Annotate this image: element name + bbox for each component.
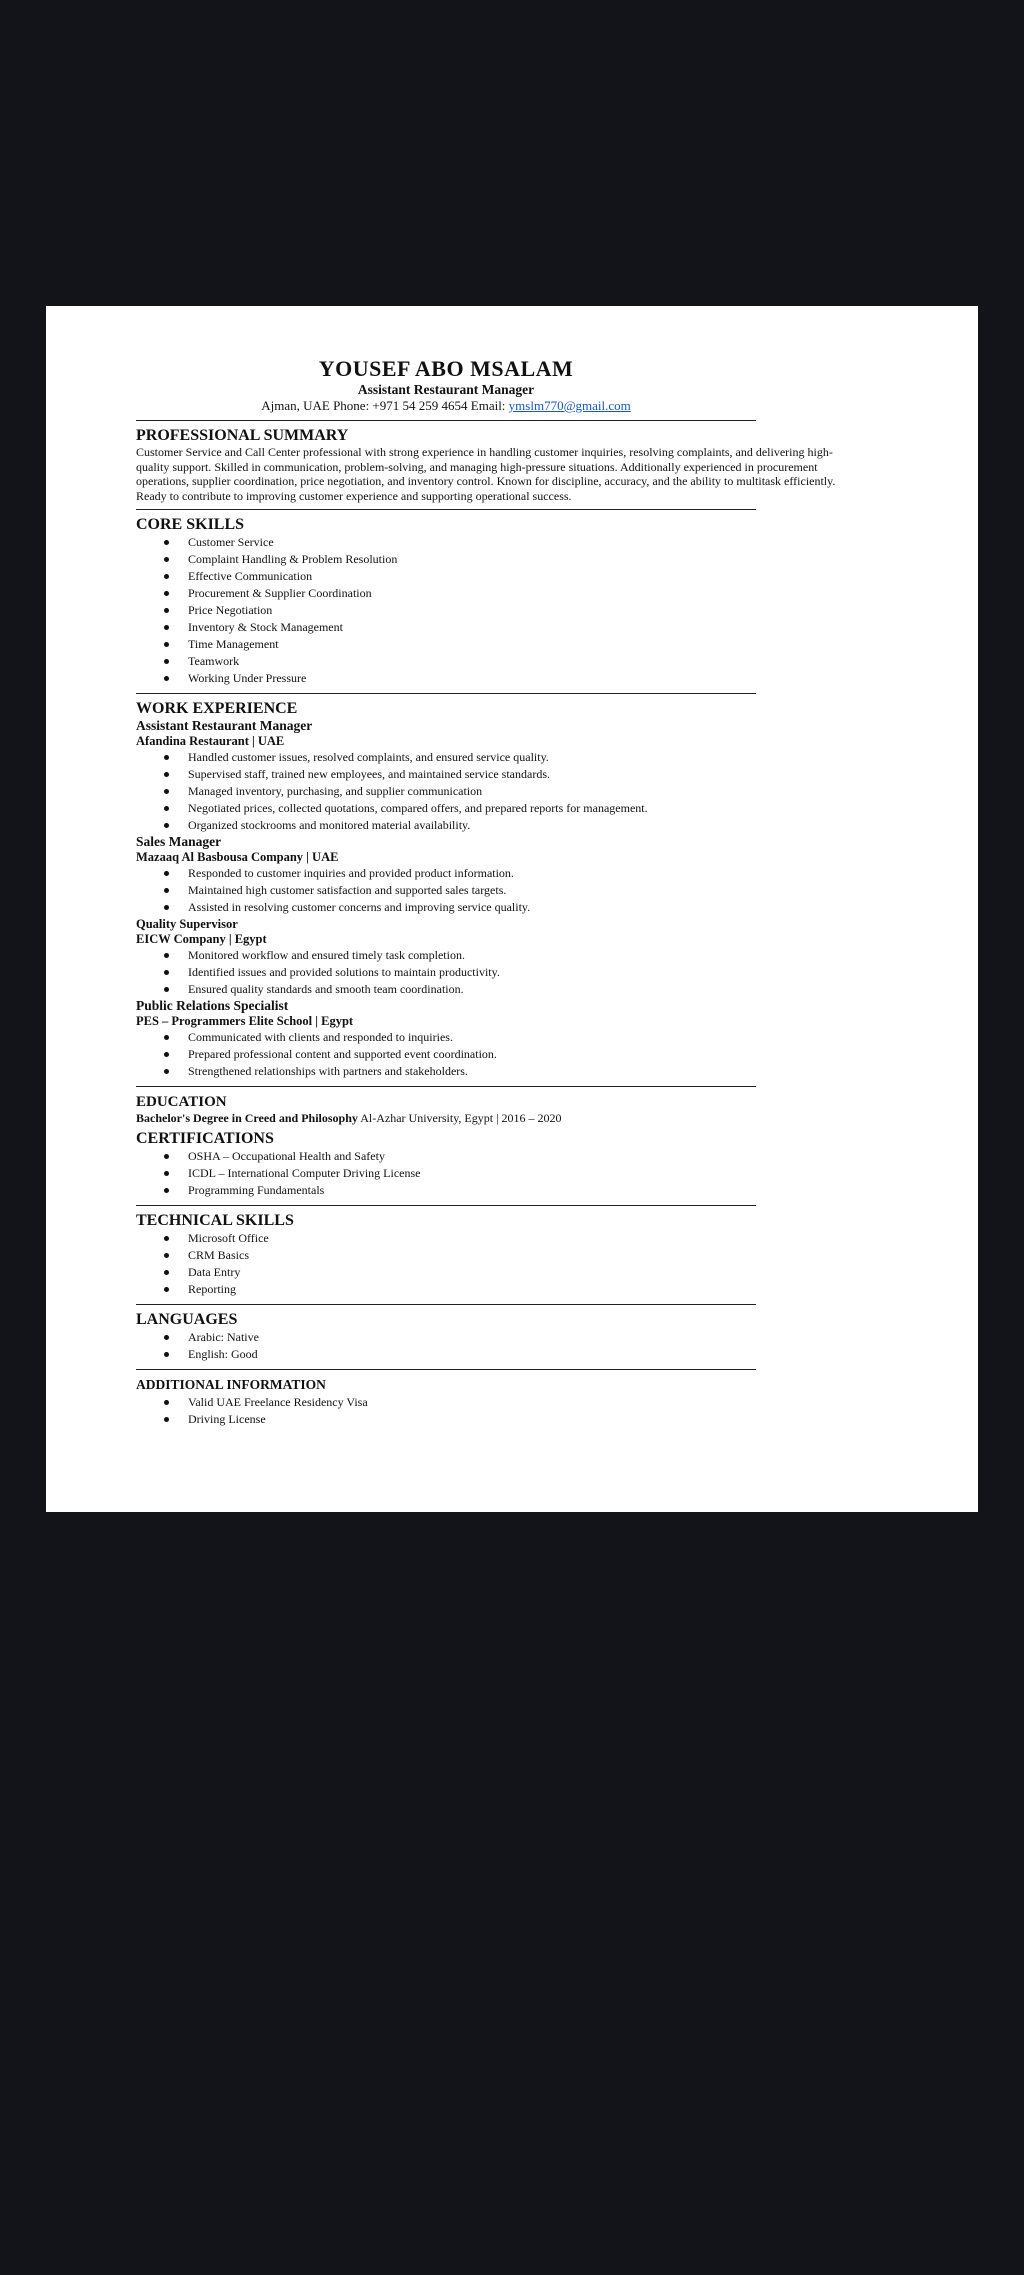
education-heading: EDUCATION [136, 1094, 227, 1110]
job-company: Mazaaq Al Basbousa Company | UAE [136, 850, 339, 864]
core-skills-list [136, 534, 896, 687]
list-item: Teamwork [136, 653, 896, 670]
list-item: Monitored workflow and ensured timely task completion. [136, 947, 896, 964]
list-item: Data Entry [136, 1264, 896, 1281]
list-item: Negotiated prices, collected quotations, compared offers, and prepared reports for management. [136, 800, 896, 817]
list-item: Inventory & Stock Management [136, 619, 896, 636]
job-company: PES – Programmers Elite School | Egypt [136, 1014, 354, 1028]
list-item: Working Under Pressure [136, 670, 896, 687]
education-entry [136, 1111, 896, 1126]
resume-header [136, 356, 756, 414]
job-bullets [136, 749, 896, 834]
job-bullets [136, 1029, 896, 1080]
work-experience-heading: WORK EXPERIENCE [136, 700, 298, 717]
list-item: Assisted in resolving customer concerns and improving service quality. [136, 899, 896, 916]
technical-skills-list [136, 1230, 896, 1298]
certifications-heading: CERTIFICATIONS [136, 1130, 274, 1147]
list-item: ICDL – International Computer Driving License [136, 1165, 896, 1182]
summary-text: Customer Service and Call Center professional with strong experience in handling customer inquiries, resolving complaints, and delivering high-quality support. Skilled in communication, problem-solving, and managing high-pressure situations. Additionally experienced in procurement operations, supplier coordination, price negotiation, and inventory control. Known for discipline, accuracy, and the ability to multitask efficiently. Ready to contribute to improving customer experience and supporting operational success. [136, 445, 836, 503]
summary-heading: PROFESSIONAL SUMMARY [136, 427, 349, 444]
list-item: Valid UAE Freelance Residency Visa [136, 1394, 896, 1411]
list-item: English: Good [136, 1346, 896, 1363]
list-item: Customer Service [136, 534, 896, 551]
additional-info-list [136, 1394, 896, 1428]
divider [136, 509, 756, 510]
additional-info-heading: ADDITIONAL INFORMATION [136, 1377, 326, 1392]
languages-list [136, 1329, 896, 1363]
list-item: Organized stockrooms and monitored material availability. [136, 817, 896, 834]
list-item: Identified issues and provided solutions to maintain productivity. [136, 964, 896, 981]
divider [136, 1086, 756, 1087]
job-company: Afandina Restaurant | UAE [136, 734, 285, 748]
list-item: Supervised staff, trained new employees, and maintained service standards. [136, 766, 896, 783]
list-item: Complaint Handling & Problem Resolution [136, 551, 896, 568]
resume-page [46, 306, 978, 1512]
job-title: Public Relations Specialist [136, 998, 289, 1013]
job-title: Sales Manager [136, 834, 222, 849]
resume-content [136, 356, 896, 1428]
divider [136, 1369, 756, 1370]
list-item: Handled customer issues, resolved complaints, and ensured service quality. [136, 749, 896, 766]
divider [136, 420, 756, 421]
list-item: Ensured quality standards and smooth team coordination. [136, 981, 896, 998]
list-item: Procurement & Supplier Coordination [136, 585, 896, 602]
education-details: Al-Azhar University, Egypt | 2016 – 2020 [357, 1111, 562, 1125]
list-item: Price Negotiation [136, 602, 896, 619]
job-bullets [136, 947, 896, 998]
list-item: Reporting [136, 1281, 896, 1298]
education-degree: Bachelor's Degree in Creed and Philosophy [136, 1111, 358, 1125]
list-item: Microsoft Office [136, 1230, 896, 1247]
list-item: Time Management [136, 636, 896, 653]
job-bullets [136, 865, 896, 916]
candidate-name: YOUSEF ABO MSALAM [318, 356, 574, 381]
technical-skills-heading: TECHNICAL SKILLS [136, 1212, 294, 1229]
list-item: Programming Fundamentals [136, 1182, 896, 1199]
job-title: Quality Supervisor [136, 917, 238, 931]
list-item: CRM Basics [136, 1247, 896, 1264]
job-company: EICW Company | Egypt [136, 932, 267, 946]
list-item: Managed inventory, purchasing, and supplier communication [136, 783, 896, 800]
email-link[interactable]: ymslm770@gmail.com [508, 398, 631, 413]
list-item: Driving License [136, 1411, 896, 1428]
divider [136, 1304, 756, 1305]
contact-details: Ajman, UAE Phone: +971 54 259 4654 Email: [261, 398, 509, 413]
list-item: Communicated with clients and responded to inquiries. [136, 1029, 896, 1046]
divider [136, 693, 756, 694]
list-item: Maintained high customer satisfaction and supported sales targets. [136, 882, 896, 899]
list-item: Arabic: Native [136, 1329, 896, 1346]
core-skills-heading: CORE SKILLS [136, 516, 245, 533]
divider [136, 1205, 756, 1206]
list-item: Effective Communication [136, 568, 896, 585]
certifications-list [136, 1148, 896, 1199]
list-item: Strengthened relationships with partners and stakeholders. [136, 1063, 896, 1080]
list-item: OSHA – Occupational Health and Safety [136, 1148, 896, 1165]
candidate-title: Assistant Restaurant Manager [357, 382, 535, 397]
contact-line [136, 398, 756, 414]
list-item: Prepared professional content and supported event coordination. [136, 1046, 896, 1063]
job-title: Assistant Restaurant Manager [136, 718, 313, 733]
languages-heading: LANGUAGES [136, 1311, 238, 1328]
list-item: Responded to customer inquiries and provided product information. [136, 865, 896, 882]
